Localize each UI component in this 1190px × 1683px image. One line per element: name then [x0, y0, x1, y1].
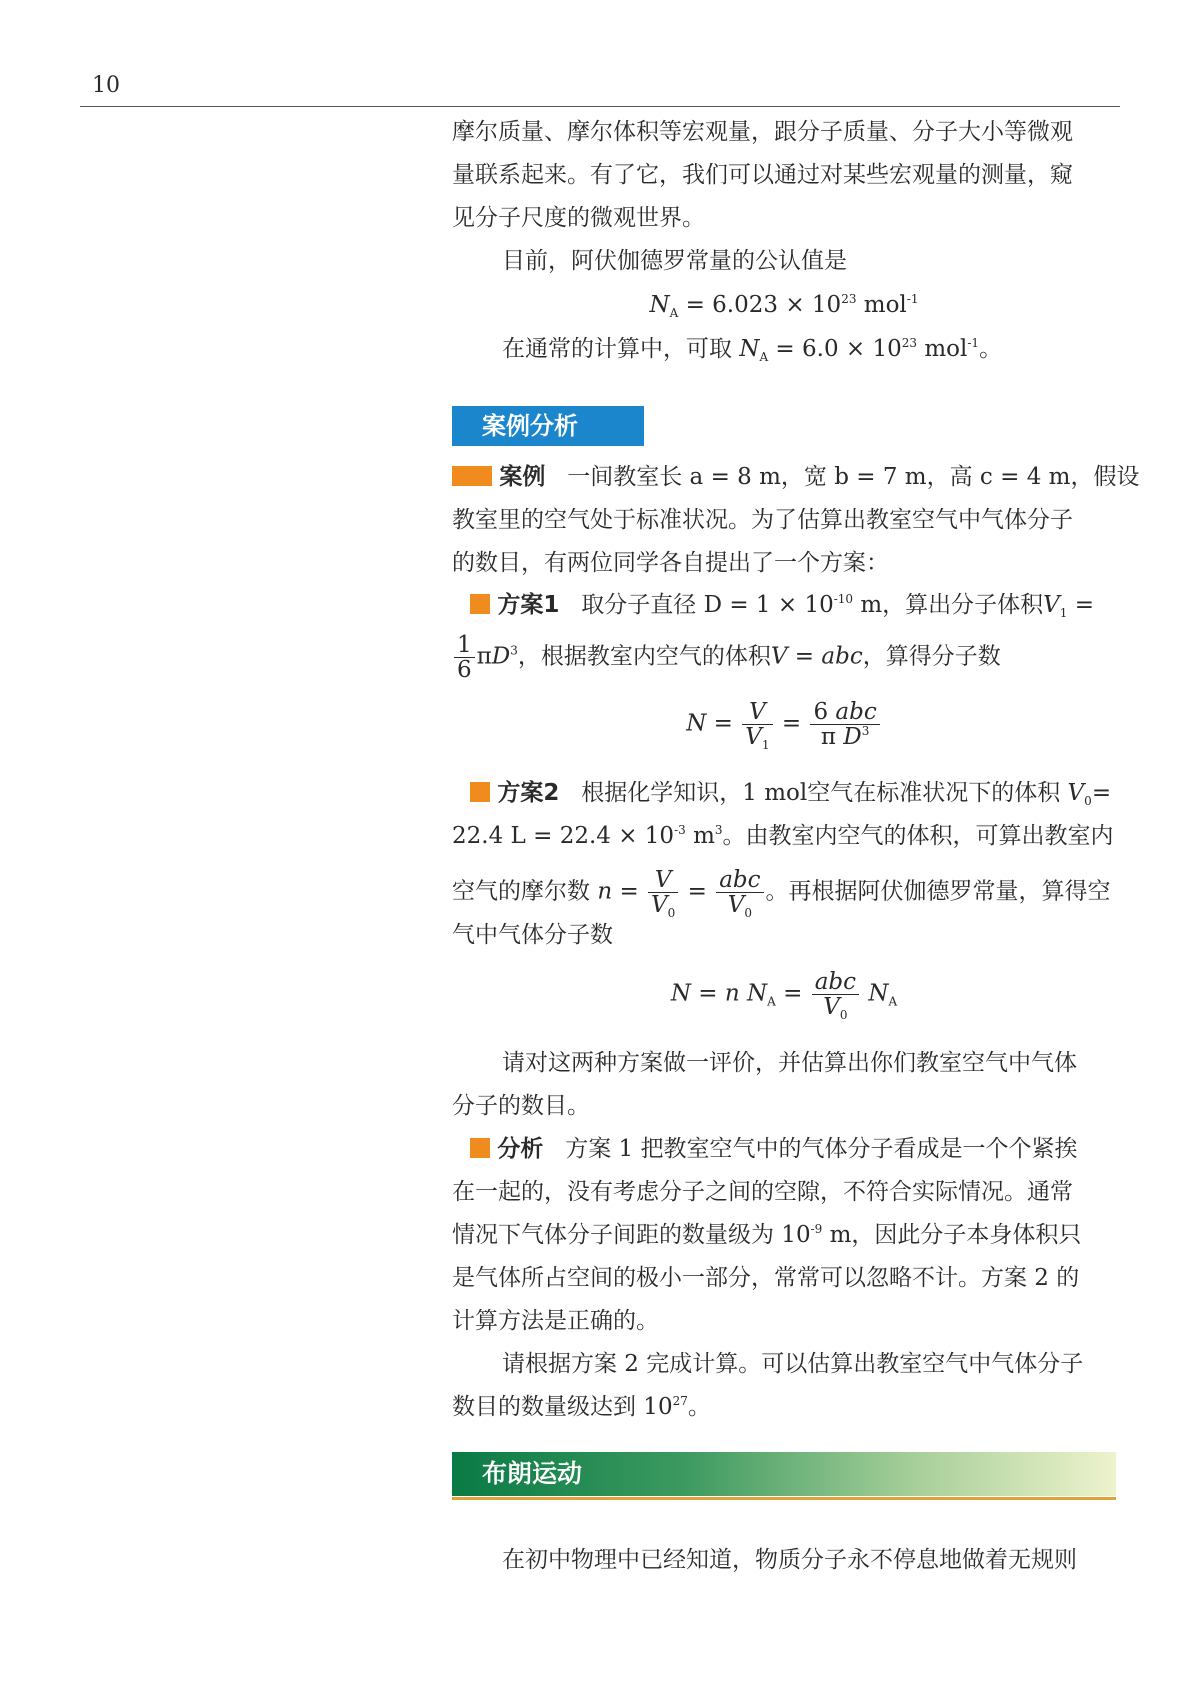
plan1-line-1: 方案1 取分子直径 $D = 1 \times 10^{-10}$ m，算出分子体积$V_1$ =: [470, 590, 1094, 620]
analysis-line-4: 是气体所占空间的极小一部分，常常可以忽略不计。方案 2 的: [452, 1265, 1080, 1291]
plan2-line-1: 方案2 根据化学知识，1 mol空气在标准状况下的体积 $V_0=$: [470, 778, 1111, 808]
section-title-brownian-motion: 布朗运动: [452, 1452, 1116, 1496]
question-line-1: 请对这两种方案做一评价，并估算出你们教室空气中气体: [502, 1050, 1077, 1076]
intro-line-3: 见分子尺度的微观世界。: [452, 205, 705, 231]
orange-square-icon: [470, 1138, 490, 1158]
orange-square-icon: [470, 782, 490, 802]
plan1-line-2: $\frac{1}{6}$ $\pi D^3$，根据教室内空气的体积V = abc，算得分子数: [452, 633, 1001, 682]
question-line-2: 分子的数目。: [452, 1093, 590, 1119]
case-line-2: 教室里的空气处于标准状况。为了估算出教室空气中气体分子: [452, 507, 1073, 533]
intro-line-4: 目前，阿伏伽德罗常量的公认值是: [502, 248, 847, 274]
analysis-line-3: 情况下气体分子间距的数量级为 $10^{-9}$ m，因此分子本身体积只: [452, 1222, 1082, 1248]
case-line-1: 案例 一间教室长 a = 8 m，宽 b = 7 m，高 c = 4 m，假设: [452, 462, 1139, 492]
formula-plan2: N = n $N_A$ = $\frac{\text{abc}}{V_0}$ $N_A$: [670, 969, 898, 1022]
intro-line-1: 摩尔质量、摩尔体积等宏观量，跟分子质量、分子大小等微观: [452, 119, 1073, 145]
plan2-line-3: 空气的摩尔数 n = $\frac{V}{V_0}$ = $\frac{\text{abc}}{V_0}$ 。再根据阿伏伽德罗常量，算得空: [452, 867, 1111, 920]
analysis-line-5: 计算方法是正确的。: [452, 1308, 659, 1334]
orange-square-icon: [452, 466, 492, 486]
intro-line-5: 在通常的计算中，可取 $N_A = 6.0 \times 10^{23}$ mol$^{-1}$。: [502, 336, 1003, 364]
section-underline: [452, 1497, 1116, 1500]
formula-avogadro: $N_A = 6.023 \times 10^{23}$ mol$^{-1}$: [649, 292, 919, 320]
page-number: 10: [92, 73, 120, 98]
plan2-line-4: 气中气体分子数: [452, 922, 613, 948]
plan2-line-2: 22.4 $L = 22.4 \times 10^{-3}$ $m^3$。由教室内空气的体积，可算出教室内: [452, 823, 1114, 849]
analysis-line-1: 分析 方案 1 把教室空气中的气体分子看成是一个个紧挨: [470, 1134, 1078, 1164]
brownian-line-1: 在初中物理中已经知道，物质分子永不停息地做着无规则: [502, 1547, 1077, 1573]
analysis-line-6: 请根据方案 2 完成计算。可以估算出教室空气中气体分子: [502, 1351, 1084, 1377]
formula-plan1: N = $\frac{V}{V_1}$ = $\frac{\text{6 abc}}{\pi D^3}$: [452, 700, 1116, 749]
intro-line-2: 量联系起来。有了它，我们可以通过对某些宏观量的测量，窥: [452, 162, 1073, 188]
analysis-line-7: 数目的数量级达到 $10^{27}$。: [452, 1394, 711, 1420]
orange-square-icon: [470, 594, 490, 614]
header-rule: [80, 106, 1120, 107]
analysis-line-2: 在一起的，没有考虑分子之间的空隙，不符合实际情况。通常: [452, 1179, 1073, 1205]
section-title-case-analysis: 案例分析: [452, 406, 644, 446]
case-line-3: 的数目，有两位同学各自提出了一个方案：: [452, 550, 889, 576]
